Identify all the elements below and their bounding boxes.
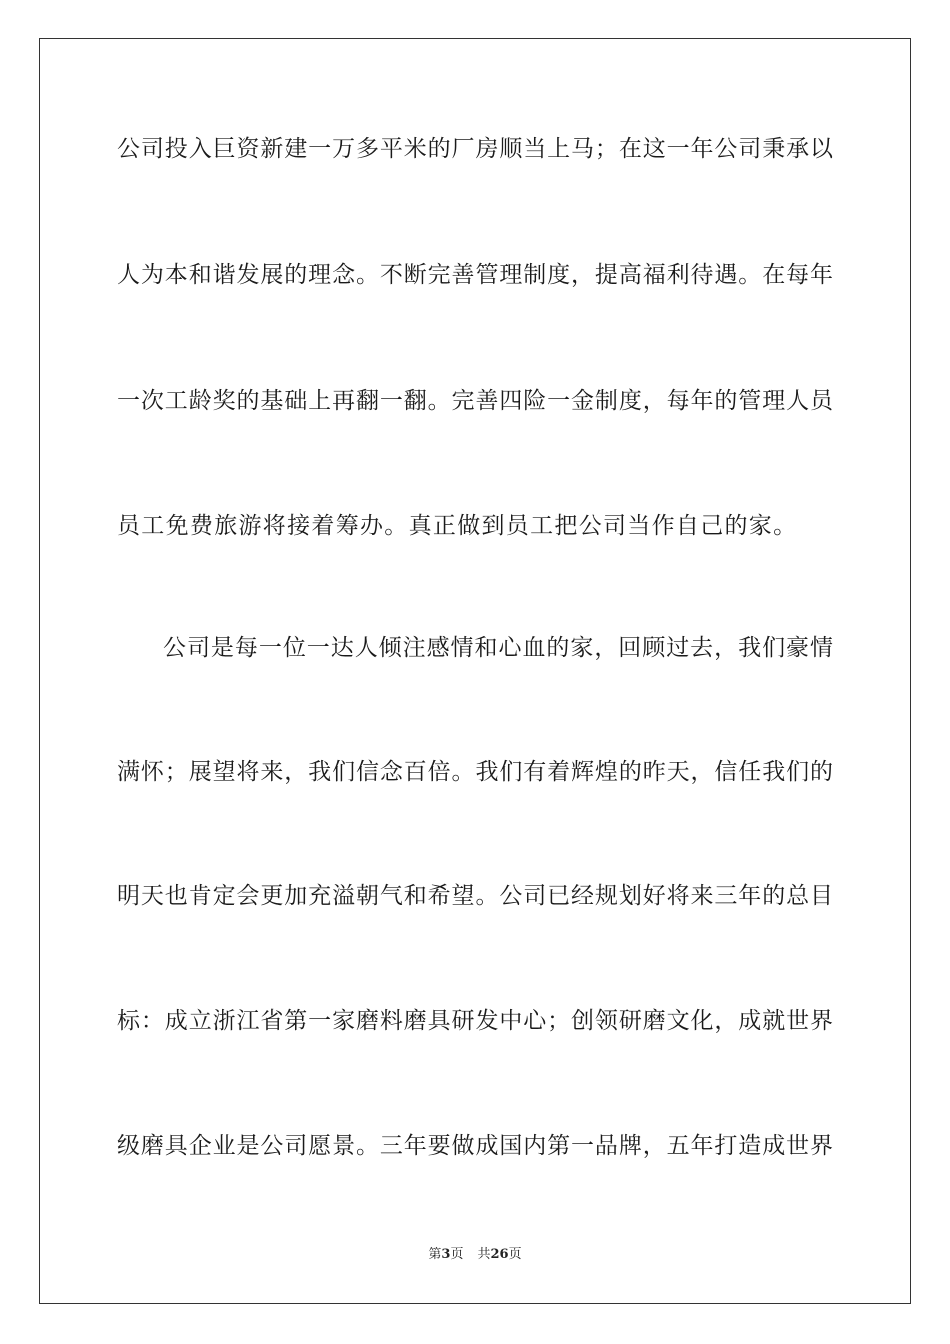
page-prefix: 第 [428, 1247, 442, 1262]
body-text-line: 员工免费旅游将接着筹办。真正做到员工把公司当作自己的家。 [117, 513, 798, 539]
body-text-line: 公司投入巨资新建一万多平米的厂房顺当上马；在这一年公司秉承以 [117, 136, 833, 162]
body-text-line: 级磨具企业是公司愿景。三年要做成国内第一品牌，五年打造成世界 [117, 1133, 833, 1159]
body-text-line: 公司是每一位一达人倾注感情和心血的家，回顾过去，我们豪情 [163, 635, 833, 661]
page-suffix: 页 [450, 1247, 464, 1262]
body-text-line: 一次工龄奖的基础上再翻一翻。完善四险一金制度，每年的管理人员 [117, 388, 833, 414]
page-border [39, 38, 911, 1304]
body-text-line: 人为本和谐发展的理念。不断完善管理制度，提高福利待遇。在每年 [117, 262, 833, 288]
current-page-number: 3 [441, 1247, 451, 1262]
body-text-line: 明天也肯定会更加充溢朝气和希望。公司已经规划好将来三年的总目 [117, 883, 833, 909]
body-text-line: 标：成立浙江省第一家磨料磨具研发中心；创领研磨文化，成就世界 [117, 1008, 833, 1034]
page-footer [0, 1245, 950, 1265]
total-prefix: 共 [477, 1247, 491, 1262]
total-suffix: 页 [508, 1247, 522, 1262]
total-page-count: 26 [490, 1247, 509, 1262]
body-text-line: 满怀；展望将来，我们信念百倍。我们有着辉煌的昨天，信任我们的 [117, 759, 833, 785]
